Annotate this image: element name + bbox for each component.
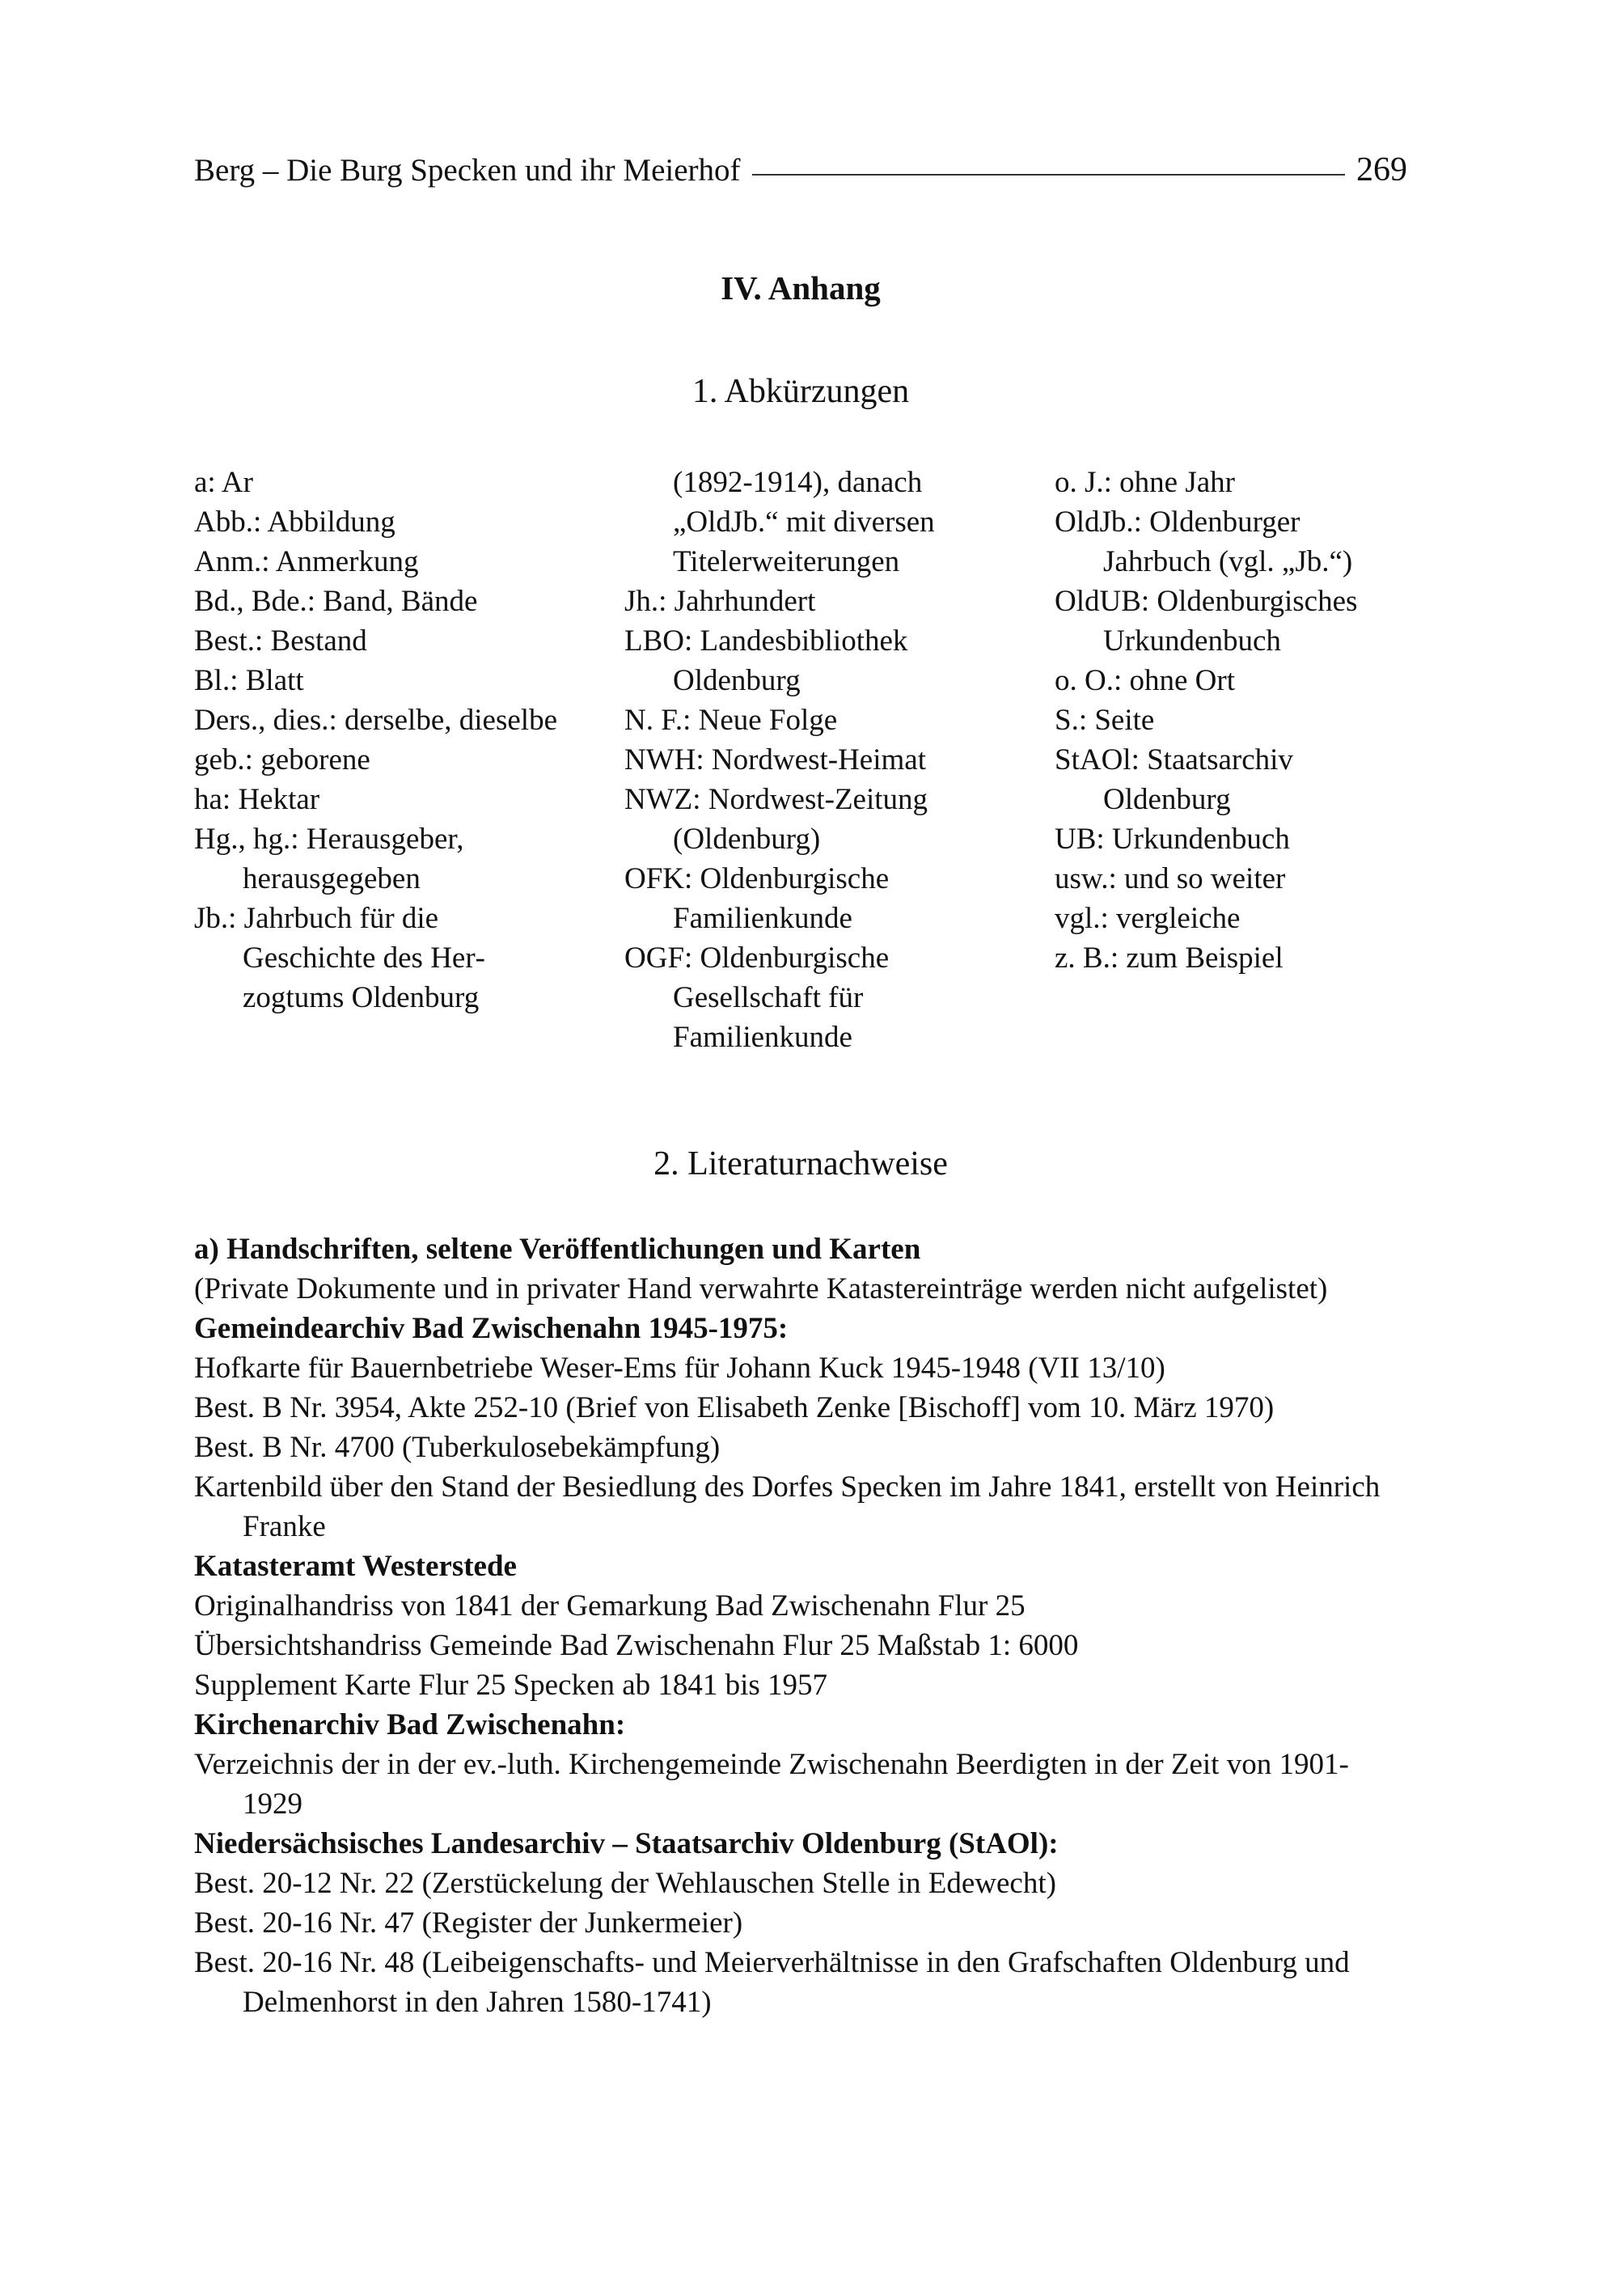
abbreviation-item: Anm.: Anmerkung [194, 545, 419, 578]
abbreviation-item: NWZ: Nordwest-Zeitung (Oldenburg) [624, 783, 928, 856]
abbreviation-item: usw.: und so weiter [1055, 862, 1286, 895]
abbreviation-item: vgl.: vergleiche [1055, 902, 1241, 935]
abbreviation-item: OldUB: Oldenburgisches Urkundenbuch [1055, 585, 1358, 658]
header-rule [752, 174, 1345, 176]
abbreviation-column-3 [1055, 463, 1407, 1057]
abbreviation-item: OldJb.: Oldenburger Jahrbuch (vgl. „Jb.“) [1055, 506, 1353, 578]
abbreviation-item-continued: (1892-1914), danach „OldJb.“ mit diversen Titelerweiterungen [673, 466, 935, 578]
abbreviation-item: Hg., hg.: Herausgeber, herausgegeben [194, 823, 464, 895]
abbreviation-item: geb.: geborene [194, 743, 370, 776]
literature-group-heading: a) Handschriften, seltene Veröffentlichungen und Karten [194, 1233, 921, 1266]
literature-entry: Best. 20-16 Nr. 47 (Register der Junkermeier) [194, 1906, 743, 1940]
abbreviation-list [194, 463, 1407, 1057]
abbreviation-column-2 [624, 463, 1055, 1057]
literature-entry: Übersichtshandriss Gemeinde Bad Zwischenahn Flur 25 Maßstab 1: 6000 [194, 1629, 1079, 1662]
document-page [194, 0, 1407, 2289]
abbreviation-item: Bl.: Blatt [194, 664, 304, 697]
abbreviation-item: ha: Hektar [194, 783, 320, 816]
abbreviation-item: UB: Urkundenbuch [1055, 823, 1290, 856]
literature-entry: Kartenbild über den Stand der Besiedlung des Dorfes Specken im Jahre 1841, erstellt von Heinrich Franke [194, 1470, 1381, 1543]
archive-heading-katasteramt: Katasteramt Westerstede [194, 1550, 517, 1583]
page-number: 269 [1356, 151, 1407, 188]
literature-list [194, 1229, 1407, 2022]
literature-entry: Best. 20-12 Nr. 22 (Zerstückelung der Wehlauschen Stelle in Edewecht) [194, 1867, 1056, 1900]
abbreviation-item: LBO: Landesbibliothek Oldenburg [624, 624, 908, 697]
archive-heading-kirchenarchiv: Kirchenarchiv Bad Zwischenahn: [194, 1708, 626, 1741]
literature-entry: Originalhandriss von 1841 der Gemarkung Bad Zwischenahn Flur 25 [194, 1589, 1026, 1623]
abbreviation-item: o. J.: ohne Jahr [1055, 466, 1235, 499]
abbreviation-item: Ders., dies.: derselbe, dieselbe [194, 704, 557, 737]
abbreviation-item: N. F.: Neue Folge [624, 704, 838, 737]
abbreviation-item: o. O.: ohne Ort [1055, 664, 1235, 697]
section-title-literature: 2. Literaturnachweise [653, 1145, 948, 1183]
literature-entry: Supplement Karte Flur 25 Specken ab 1841 bis 1957 [194, 1669, 828, 1702]
literature-entry: Best. B Nr. 3954, Akte 252-10 (Brief von Elisabeth Zenke [Bischoff] vom 10. März 1970) [194, 1391, 1275, 1424]
literature-entry: Hofkarte für Bauernbetriebe Weser-Ems für Johann Kuck 1945-1948 (VII 13/10) [194, 1352, 1165, 1385]
chapter-title: IV. Anhang [721, 269, 881, 307]
abbreviation-item: a: Ar [194, 466, 253, 499]
abbreviation-item: Abb.: Abbildung [194, 506, 395, 539]
archive-heading-gemeindearchiv: Gemeindearchiv Bad Zwischenahn 1945-1975: [194, 1312, 789, 1345]
archive-heading-landesarchiv: Niedersächsisches Landesarchiv – Staatsarchiv Oldenburg (StAOl): [194, 1827, 1059, 1860]
abbreviation-item: Best.: Bestand [194, 624, 367, 658]
running-title: Berg – Die Burg Specken und ihr Meierhof [194, 153, 741, 188]
abbreviation-item: Jh.: Jahrhundert [624, 585, 816, 618]
abbreviation-item: NWH: Nordwest-Heimat [624, 743, 926, 776]
abbreviation-item: StAOl: Staatsarchiv Oldenburg [1055, 743, 1293, 816]
abbreviation-item: S.: Seite [1055, 704, 1155, 737]
abbreviation-item: Jb.: Jahrbuch für die Geschichte des Herzogtums Oldenburg [194, 902, 485, 1014]
running-header [194, 150, 1407, 199]
abbreviation-item: OFK: Oldenburgische Familienkunde [624, 862, 890, 935]
abbreviation-item: Bd., Bde.: Band, Bände [194, 585, 478, 618]
abbreviation-column-1 [194, 463, 624, 1057]
literature-entry: Best. 20-16 Nr. 48 (Leibeigenschafts- und Meierverhältnisse in den Grafschaften Oldenburg und Delmenhorst in den Jahren 1580-1741) [194, 1946, 1350, 2019]
section-title-abbreviations: 1. Abkürzungen [691, 373, 910, 410]
abbreviation-item: OGF: Oldenburgische Gesellschaft für Familienkunde [624, 941, 890, 1054]
abbreviation-item: z. B.: zum Beispiel [1055, 941, 1284, 975]
literature-note: (Private Dokumente und in privater Hand verwahrte Katastereinträge werden nicht aufgelistet) [194, 1272, 1328, 1305]
literature-entry: Verzeichnis der in der ev.-luth. Kirchengemeinde Zwischenahn Beerdigten in der Zeit von 1901-1929 [194, 1748, 1349, 1821]
literature-entry: Best. B Nr. 4700 (Tuberkulosebekämpfung) [194, 1431, 721, 1464]
